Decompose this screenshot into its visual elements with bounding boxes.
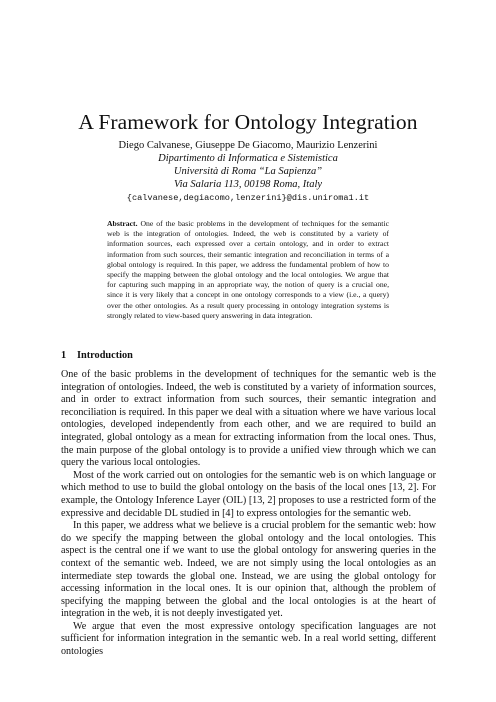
body-paragraph: One of the basic problems in the development of techniques for the semantic web is the integration of ontologies. Indeed, the web is constituted by a variety of information sources, and in order to extract information from such sources, their semantic integration and reconciliation is required. In this paper we deal with a situation where we have various local ontologies, developed independently from each other, and we are required to build an integrated, global ontology as a mean for extracting information from the local ones. Thus, the main purpose of the global ontology is to provide a unified view through which we can query the various local ontologies.	[61, 369, 436, 469]
section-body	[61, 369, 436, 659]
affiliation-address: Via Salaria 113, 00198 Roma, Italy	[173, 179, 323, 190]
abstract-label: Abstract.	[107, 219, 138, 228]
abstract-text: One of the basic problems in the development of techniques for the semantic web is the integration of ontologies. Indeed, the web is constituted by a variety of information sources, each expressed over a certain ontology, and in order to extract information from such sources, their semantic integration and reconciliation in terms of a global ontology is required. In this paper, we address the fundamental problem of how to specify the mapping between the global ontology and the local ontologies. We argue that for capturing such mapping in an appropriate way, the notion of query is a crucial one, since it is very likely that a concept in one ontology corresponds to a view (i.e., a query) over the other ontologies. As a result query processing in ontology integration systems is strongly related to view-based query answering in data integration.	[107, 219, 389, 320]
section-number: 1	[61, 350, 67, 361]
affiliation-department: Dipartimento di Informatica e Sistemistica	[158, 153, 338, 164]
affiliation-university: Università di Roma “La Sapienza”	[173, 166, 323, 177]
body-paragraph: Most of the work carried out on ontologies for the semantic web is on which language or which method to use to build the global ontology on the basis of the local ones [13, 2]. For example, the Ontology Inference Layer (OIL) [13, 2] proposes to use a restricted form of the expressive and decidable DL studied in [4] to express ontologies for the semantic web.	[61, 469, 436, 519]
section-heading	[61, 350, 133, 361]
section-title: Introduction	[77, 350, 133, 361]
paper-title: A Framework for Ontology Integration	[78, 110, 418, 134]
author-email: {calvanese,degiacomo,lenzerini}@dis.uniroma1.it	[126, 193, 370, 203]
author-list: Diego Calvanese, Giuseppe De Giacomo, Maurizio Lenzerini	[118, 140, 378, 151]
abstract-block	[107, 219, 389, 321]
body-paragraph: We argue that even the most expressive ontology specification languages are not sufficient for information integration in the semantic web. In a real world setting, different ontologies	[61, 620, 436, 658]
body-paragraph: In this paper, we address what we believe is a crucial problem for the semantic web: how do we specify the mapping between the global ontology and the local ontologies. This aspect is the central one if we want to use the global ontology for answering queries in the context of the semantic web. Indeed, we are not simply using the local ontologies as an intermediate step towards the global one. Instead, we are using the global ontology for accessing information in the local ones. It is our opinion that, although the problem of specifying the mapping between the global and the local ontologies is at the heart of integration in the web, it is not deeply investigated yet.	[61, 520, 436, 620]
